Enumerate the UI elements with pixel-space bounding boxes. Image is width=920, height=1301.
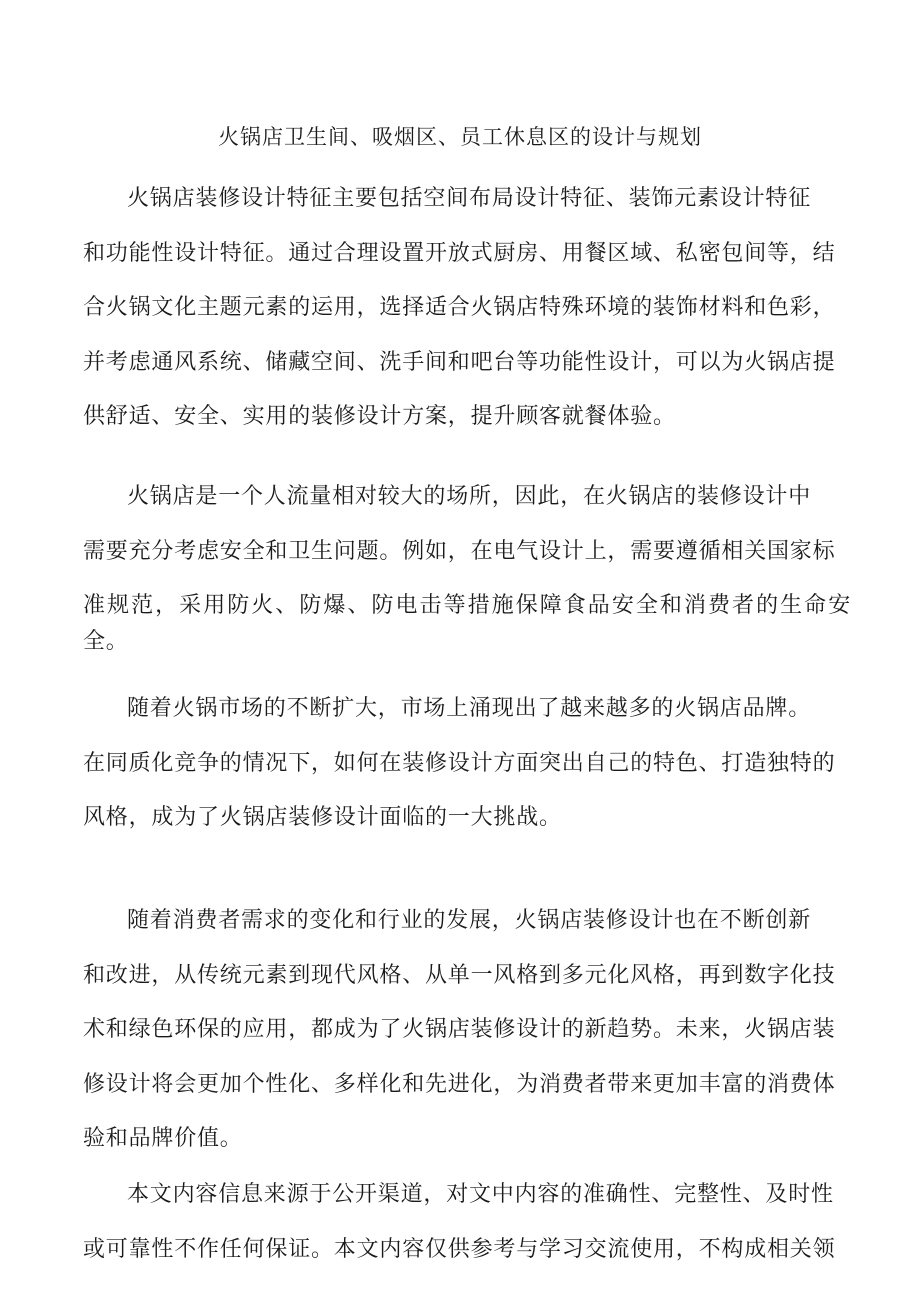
paragraph-line: 需要充分考虑安全和卫生问题。例如，在电气设计上，需要遵循相关国家标 xyxy=(83,538,836,564)
paragraph-line: 供舒适、安全、实用的装修设计方案，提升顾客就餐体验。 xyxy=(83,404,676,429)
paragraph-line: 火锅店是一个人流量相对较大的场所，因此，在火锅店的装修设计中 xyxy=(127,484,812,509)
paragraph-line: 和功能性设计特征。通过合理设置开放式厨房、用餐区域、私密包间等，结 xyxy=(83,240,836,266)
paragraph-4 xyxy=(83,903,851,1176)
paragraph-line: 随着消费者需求的变化和行业的发展，火锅店装修设计也在不断创新 xyxy=(127,908,812,933)
paragraph-line: 火锅店装修设计特征主要包括空间布局设计特征、装饰元素设计特征 xyxy=(127,186,812,211)
paragraph-line: 合火锅文化主题元素的运用，选择适合火锅店特殊环境的装饰材料和色彩， xyxy=(83,295,836,320)
paragraph-line: 本文内容信息来源于公开渠道，对文中内容的准确性、完整性、及时性 xyxy=(127,1182,834,1207)
paragraph-line: 并考虑通风系统、储藏空间、洗手间和吧台等功能性设计，可以为火锅店提 xyxy=(83,349,836,375)
paragraph-line: 验和品牌价值。 xyxy=(83,1126,243,1151)
paragraph-line: 随着火锅市场的不断扩大，市场上涌现出了越来越多的火锅店品牌。 xyxy=(127,696,812,721)
paragraph-line: 和改进，从传统元素到现代风格、从单一风格到多元化风格，再到数字化技 xyxy=(83,962,836,988)
paragraph-line: 准规范，采用防火、防爆、防电击等措施保障食品安全和消费者的生命安全。 xyxy=(83,593,851,654)
paragraph-line: 在同质化竞争的情况下，如何在装修设计方面突出自己的特色、打造独特的 xyxy=(83,750,836,776)
paragraph-5 xyxy=(83,1177,851,1286)
paragraph-line: 修设计将会更加个性化、多样化和先进化，为消费者带来更加丰富的消费体 xyxy=(83,1071,836,1097)
paragraph-line: 风格，成为了火锅店装修设计面临的一大挑战。 xyxy=(83,805,562,830)
paragraph-3 xyxy=(83,691,851,855)
document-body xyxy=(83,181,851,1281)
document-title: 火锅店卫生间、吸烟区、员工休息区的设计与规划 xyxy=(218,125,702,149)
paragraph-2 xyxy=(83,479,851,654)
paragraph-1 xyxy=(83,181,851,454)
paragraph-line: 术和绿色环保的应用，都成为了火锅店装修设计的新趋势。未来，火锅店装 xyxy=(83,1017,836,1042)
paragraph-line: 或可靠性不作任何保证。本文内容仅供参考与学习交流使用，不构成相关领 xyxy=(83,1236,836,1262)
